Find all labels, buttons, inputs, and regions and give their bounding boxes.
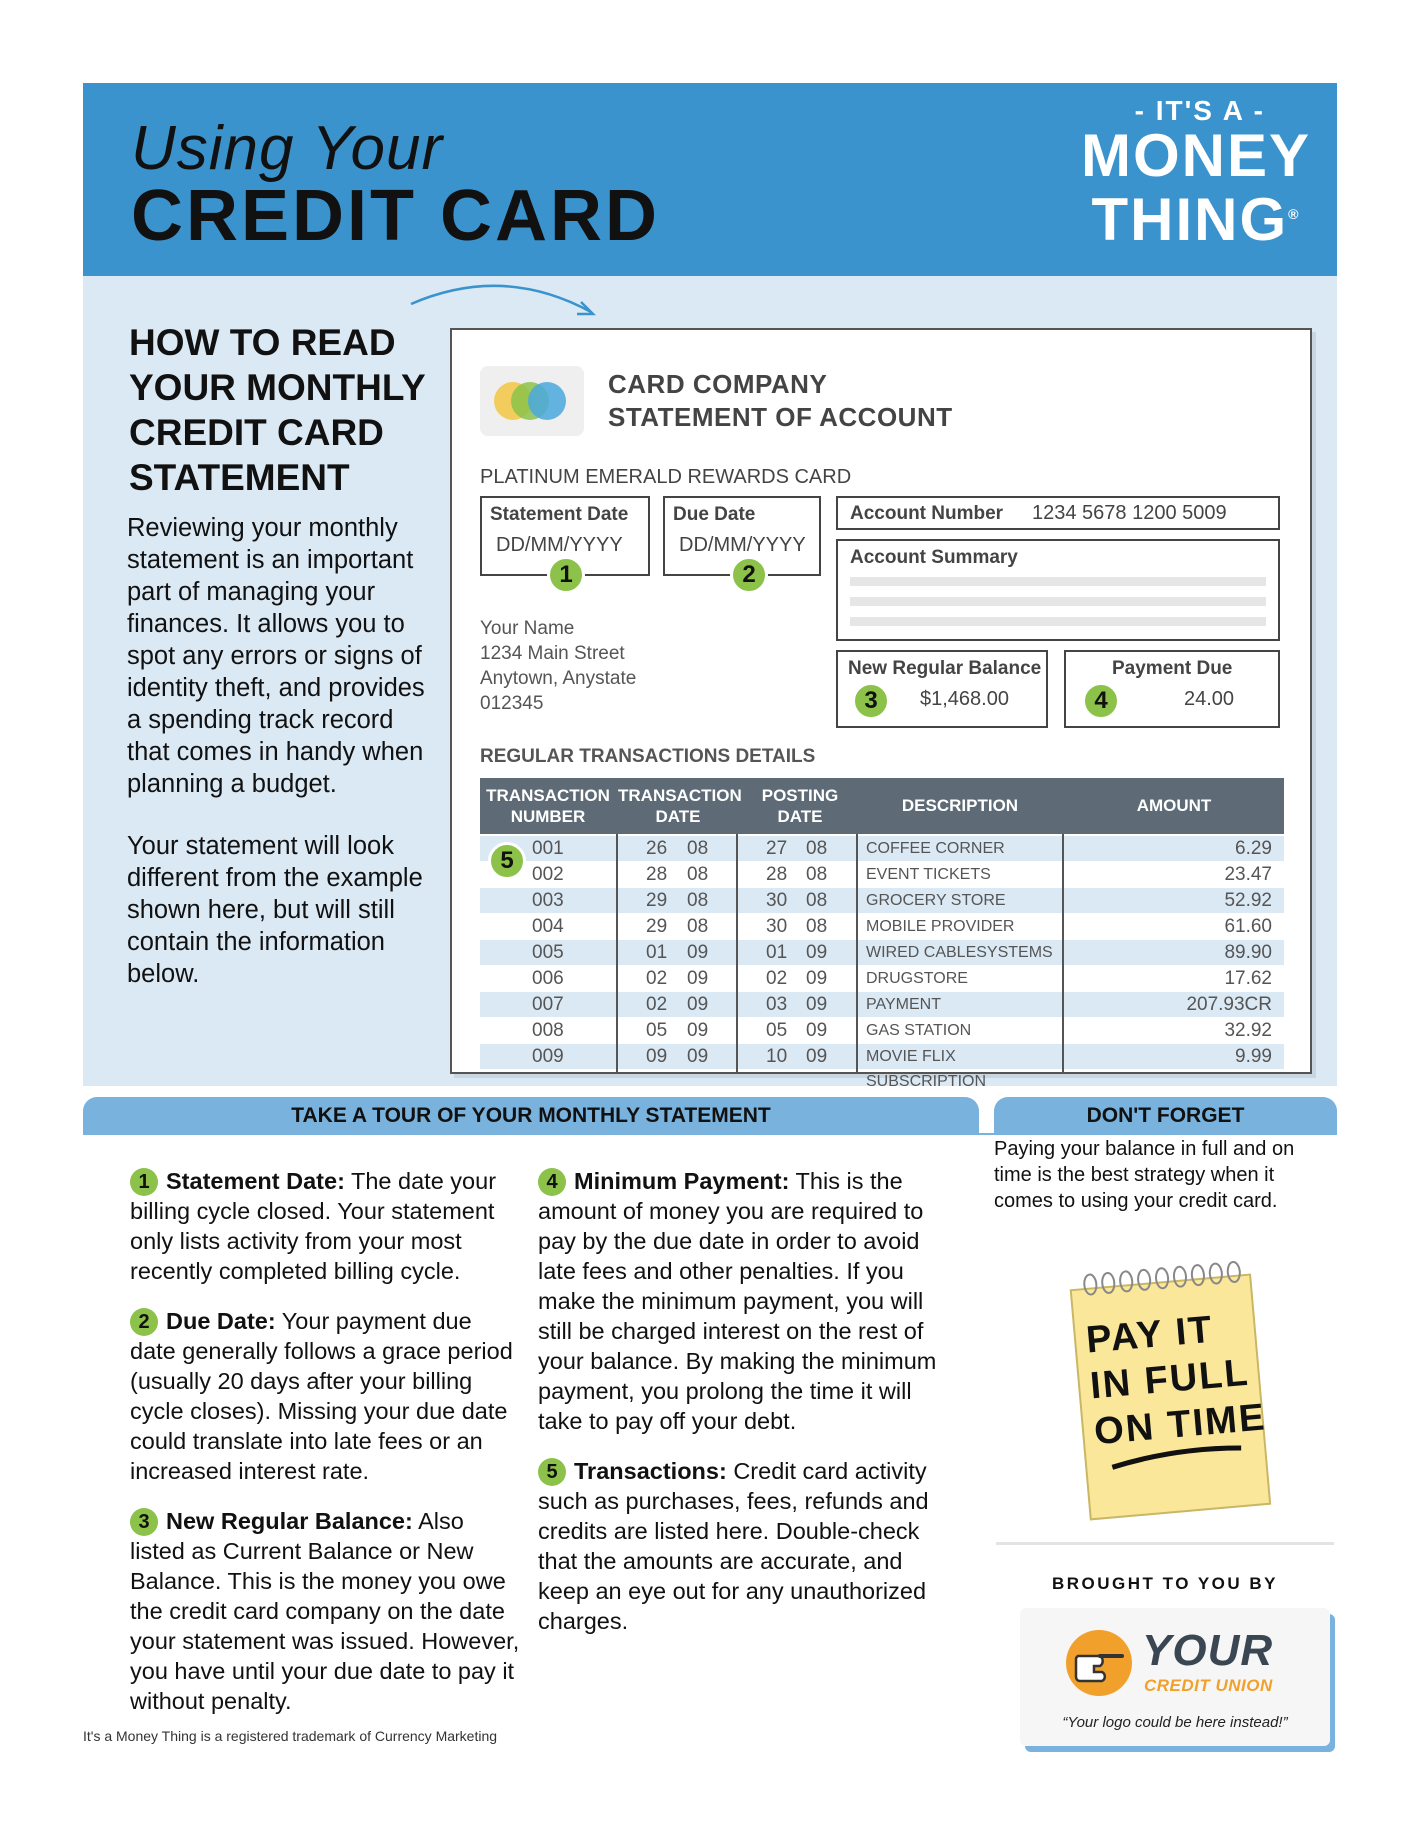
posting-month: 08 <box>806 890 828 911</box>
statement-date-value: DD/MM/YYYY <box>496 534 623 556</box>
table-row <box>480 888 1284 913</box>
transaction-amount: 9.99 <box>1235 1046 1272 1067</box>
logo-your: YOUR <box>1142 1626 1274 1675</box>
account-summary-box <box>836 539 1280 641</box>
due-date-label: Due Date <box>673 504 756 525</box>
transaction-amount: 61.60 <box>1224 916 1272 937</box>
transaction-month: 09 <box>687 968 709 989</box>
transaction-amount: 32.92 <box>1224 1020 1272 1041</box>
transaction-day: 29 <box>646 916 668 937</box>
posting-month: 09 <box>806 968 828 989</box>
new-balance-label: New Regular Balance <box>848 658 1042 679</box>
transaction-day: 29 <box>646 890 668 911</box>
badge-4: 4 <box>1082 682 1120 720</box>
transaction-day: 02 <box>646 968 668 989</box>
posting-day: 28 <box>766 864 788 885</box>
logo-tagline: “Your logo could be here instead!” <box>1062 1714 1288 1731</box>
transaction-number: 009 <box>532 1046 564 1067</box>
posting-day: 03 <box>766 994 788 1015</box>
badge-2: 2 <box>730 556 768 594</box>
table-row <box>480 862 1284 887</box>
registered-mark: ® <box>1288 206 1301 222</box>
col-description: DESCRIPTION <box>901 796 1019 815</box>
sticky-note <box>1060 1262 1280 1522</box>
posting-month: 09 <box>806 1046 828 1067</box>
table-row <box>480 914 1284 939</box>
dont-forget-text: Paying your balance in full and on time is the best strategy when it comes to using your credit card. <box>994 1138 1295 1212</box>
header-banner <box>83 83 1337 276</box>
divider <box>996 1542 1334 1545</box>
transaction-number: 001 <box>532 838 564 859</box>
payment-due-value: 24.00 <box>1184 688 1235 710</box>
transaction-description: GAS STATION <box>866 1022 972 1039</box>
transaction-number: 007 <box>532 994 564 1015</box>
transaction-month: 09 <box>687 994 709 1015</box>
credit-union-logo-box <box>1020 1608 1330 1746</box>
table-row <box>480 992 1284 1017</box>
col-transaction-number: TRANSACTION NUMBER <box>486 786 610 826</box>
posting-day: 30 <box>766 890 788 911</box>
posting-month: 09 <box>806 1020 828 1041</box>
tour-item-2: 2 Due Date: Your payment due date generally follows a grace period (usually 20 days after your billing cycle closes). Missing your due date could translate into late fees or an increased interest rate. <box>130 1308 513 1484</box>
posting-day: 27 <box>766 838 788 859</box>
tour-item-4: 4 Minimum Payment: This is the amount of money you are required to pay by the due date in order to avoid late fees and other penalties. If you make the minimum payment, you will still be charged interest on the rest of your balance. By making the minimum payment, you prolong the time it will take to pay off your debt. <box>538 1168 937 1434</box>
transaction-description: MOBILE PROVIDER <box>866 918 1015 935</box>
account-summary-label: Account Summary <box>850 547 1018 568</box>
transaction-description: PAYMENT <box>866 996 941 1013</box>
new-balance-value: $1,468.00 <box>920 688 1009 710</box>
logo-credit-union: CREDIT UNION <box>1144 1676 1273 1695</box>
tour-section-bar: TAKE A TOUR OF YOUR MONTHLY STATEMENT <box>83 1097 979 1135</box>
transaction-month: 08 <box>687 890 709 911</box>
transaction-number: 004 <box>532 916 564 937</box>
posting-month: 08 <box>806 916 828 937</box>
card-company-logo <box>480 366 584 436</box>
tour-item-5: 5 Transactions: Credit card activity such as purchases, fees, refunds and credits are listed here. Double-check that the amounts are accurate, and keep an eye out for any unauthorized charges. <box>538 1458 929 1634</box>
transaction-amount: 17.62 <box>1224 968 1272 989</box>
posting-day: 10 <box>766 1046 788 1067</box>
transaction-day: 28 <box>646 864 668 885</box>
transaction-month: 08 <box>687 838 709 859</box>
table-row <box>480 1044 1284 1090</box>
intro-paragraph-2: Your statement will look different from the example shown here, but will still contain the information below. <box>127 832 423 988</box>
posting-day: 05 <box>766 1020 788 1041</box>
curved-arrow-icon <box>403 276 623 336</box>
statement-panel <box>83 276 1337 1090</box>
title-line-2: CREDIT CARD <box>131 176 660 256</box>
transaction-month: 09 <box>687 1046 709 1067</box>
posting-month: 08 <box>806 864 828 885</box>
tour-item-1: 1 Statement Date: The date your billing cycle closed. Your statement only lists activity from your most recently completed billing cycle. <box>130 1168 497 1284</box>
badge-5: 5 <box>488 842 526 880</box>
transaction-day: 26 <box>646 838 668 859</box>
transaction-description: WIRED CABLESYSTEMS <box>866 944 1053 961</box>
section-heading: HOW TO READ YOUR MONTHLY CREDIT CARD STATEMENT <box>129 322 426 498</box>
table-row <box>480 836 1284 861</box>
due-date-value: DD/MM/YYYY <box>679 534 806 556</box>
brand-tagline: - IT'S A - <box>1134 95 1265 126</box>
statement-date-label: Statement Date <box>490 504 629 525</box>
transaction-description: MOVIE FLIX SUBSCRIPTION <box>866 1048 987 1090</box>
transaction-number: 005 <box>532 942 564 963</box>
brand-line-1: MONEY <box>1080 122 1311 189</box>
transaction-description: EVENT TICKETS <box>866 866 991 883</box>
col-posting-date: POSTING DATE <box>761 786 839 826</box>
pointing-hand-icon <box>1064 1628 1134 1698</box>
table-row <box>480 940 1284 965</box>
transaction-month: 08 <box>687 916 709 937</box>
card-name: PLATINUM EMERALD REWARDS CARD <box>480 466 852 488</box>
account-number-box <box>836 496 1280 530</box>
sample-statement <box>450 328 1312 1090</box>
transaction-amount: 207.93CR <box>1186 994 1272 1015</box>
title-line-1: Using Your <box>131 114 444 183</box>
transaction-number: 006 <box>532 968 564 989</box>
col-amount: AMOUNT <box>1136 796 1212 815</box>
transaction-day: 02 <box>646 994 668 1015</box>
transaction-amount: 52.92 <box>1224 890 1272 911</box>
tour-item-3: 3 New Regular Balance: Also listed as Current Balance or New Balance. This is the money you owe the credit card company on the date your statement was issued. However, you have until your due date to pay it without penalty. <box>130 1508 520 1714</box>
account-number-label: Account Number <box>850 503 1004 524</box>
posting-month: 09 <box>806 942 828 963</box>
table-row <box>480 966 1284 991</box>
transaction-month: 08 <box>687 864 709 885</box>
transaction-number: 002 <box>532 864 564 885</box>
mailing-address: Your Name 1234 Main Street Anytown, Anystate 012345 <box>480 618 637 714</box>
transaction-amount: 89.90 <box>1224 942 1272 963</box>
transaction-description: DRUGSTORE <box>866 970 968 987</box>
statement-title: CARD COMPANY STATEMENT OF ACCOUNT <box>608 369 953 432</box>
badge-3: 3 <box>852 682 890 720</box>
table-row <box>480 1018 1284 1043</box>
transaction-amount: 23.47 <box>1224 864 1272 885</box>
dont-forget-bar: DON'T FORGET <box>994 1097 1337 1135</box>
posting-day: 01 <box>766 942 788 963</box>
brand-line-2: THING <box>1091 186 1289 253</box>
badge-1: 1 <box>547 556 585 594</box>
transaction-description: GROCERY STORE <box>866 892 1006 909</box>
intro-text <box>127 512 427 1020</box>
transaction-day: 09 <box>646 1046 668 1067</box>
transaction-month: 09 <box>687 1020 709 1041</box>
note-text: PAY IT IN FULL ON TIME <box>1084 1308 1268 1454</box>
posting-day: 02 <box>766 968 788 989</box>
transaction-amount: 6.29 <box>1235 838 1272 859</box>
transaction-description: COFFEE CORNER <box>866 840 1005 857</box>
posting-month: 09 <box>806 994 828 1015</box>
sponsor-label: BROUGHT TO YOU BY <box>1051 1574 1279 1593</box>
transactions-title: REGULAR TRANSACTIONS DETAILS <box>480 746 816 767</box>
transaction-day: 01 <box>646 942 668 963</box>
brand-logo <box>1080 122 1311 253</box>
tour-column-right <box>538 1166 938 1656</box>
transaction-number: 008 <box>532 1020 564 1041</box>
transaction-month: 09 <box>687 942 709 963</box>
footer-trademark: It's a Money Thing is a registered trademark of Currency Marketing <box>83 1728 498 1744</box>
posting-month: 08 <box>806 838 828 859</box>
intro-paragraph-1: Reviewing your monthly statement is an important part of managing your finances. It allows you to spot any errors or signs of identity theft, and provides a spending track record that comes in handy when planning a budget. <box>127 514 425 798</box>
transaction-day: 05 <box>646 1020 668 1041</box>
account-number-value: 1234 5678 1200 5009 <box>1032 502 1227 524</box>
transaction-number: 003 <box>532 890 564 911</box>
table-header <box>480 778 1284 834</box>
col-transaction-date: TRANSACTION DATE <box>618 786 742 826</box>
posting-day: 30 <box>766 916 788 937</box>
payment-due-label: Payment Due <box>1112 658 1233 679</box>
tour-column-left <box>130 1166 520 1736</box>
